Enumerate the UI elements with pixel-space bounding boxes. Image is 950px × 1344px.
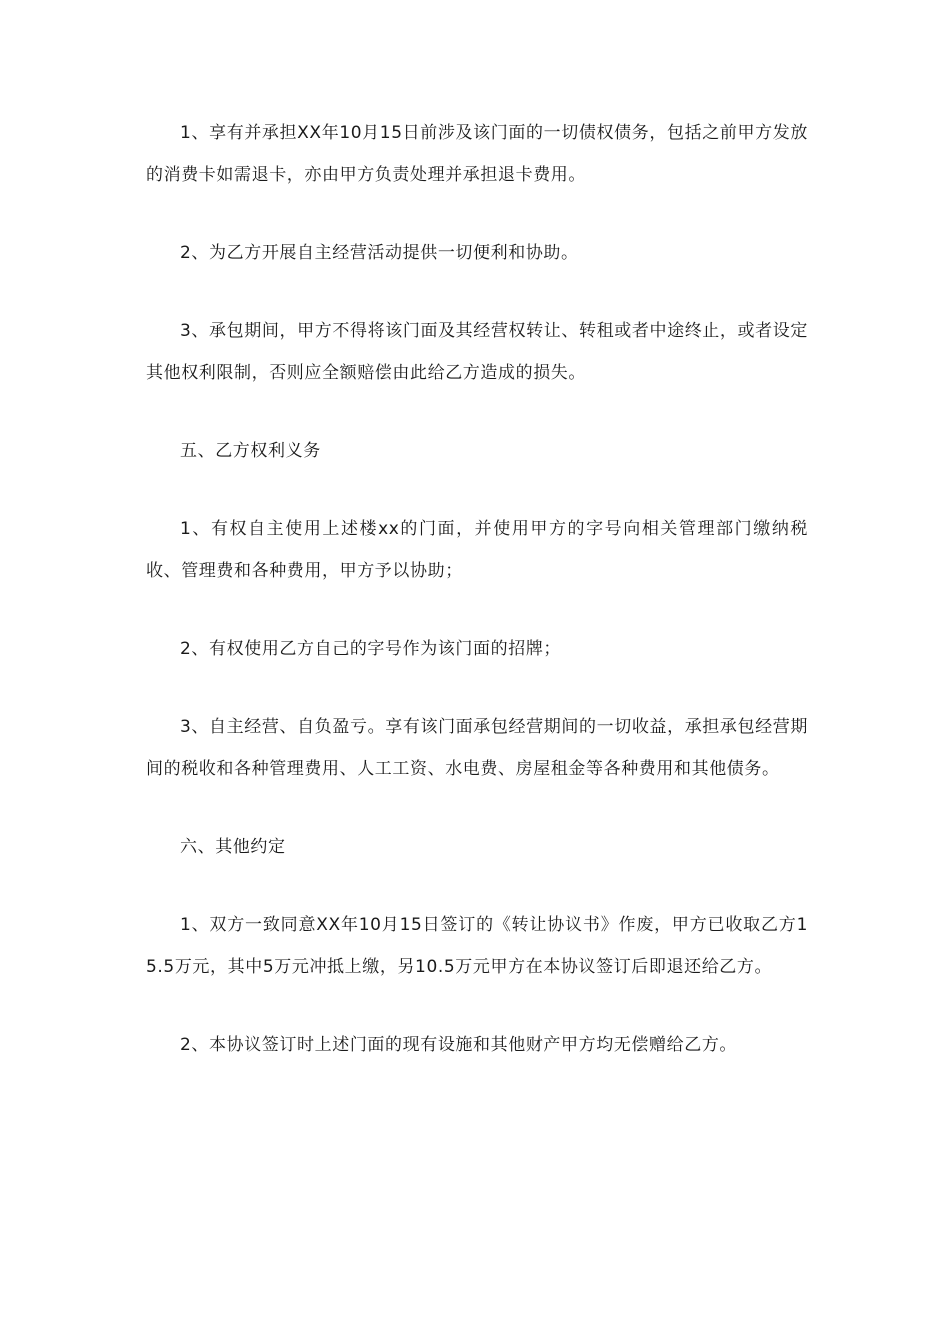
section-heading-other-terms: 六、其他约定 [180, 837, 286, 857]
section-heading-party-b-rights: 五、乙方权利义务 [180, 441, 321, 461]
clause-transfer-agreement-void: 1、双方一致同意XX年10月15日签订的《转让协议书》作废，甲方已收取乙方15.5万元，其中5万元冲抵上缴，另10.5万元甲方在本协议签订后即退还给乙方。 [146, 915, 808, 977]
clause-party-b-use-storefront: 1、有权自主使用上述楼xx的门面，并使用甲方的字号向相关管理部门缴纳税收、管理费和各种费用，甲方予以协助； [146, 519, 808, 581]
document-body [146, 112, 808, 1066]
clause-party-a-debts: 1、享有并承担XX年10月15日前涉及该门面的一切债权债务，包括之前甲方发放的消费卡如需退卡，亦由甲方负责处理并承担退卡费用。 [146, 123, 808, 185]
clause-party-a-no-transfer: 3、承包期间，甲方不得将该门面及其经营权转让、转租或者中途终止，或者设定其他权利限制，否则应全额赔偿由此给乙方造成的损失。 [146, 321, 808, 383]
clause-party-a-assistance: 2、为乙方开展自主经营活动提供一切便利和协助。 [180, 243, 579, 263]
clause-facilities-gift: 2、本协议签订时上述门面的现有设施和其他财产甲方均无偿赠给乙方。 [180, 1035, 738, 1055]
clause-party-b-signboard: 2、有权使用乙方自己的字号作为该门面的招牌； [180, 639, 562, 659]
clause-party-b-self-operation: 3、自主经营、自负盈亏。享有该门面承包经营期间的一切收益，承担承包经营期间的税收和各种管理费用、人工工资、水电费、房屋租金等各种费用和其他债务。 [146, 717, 808, 779]
